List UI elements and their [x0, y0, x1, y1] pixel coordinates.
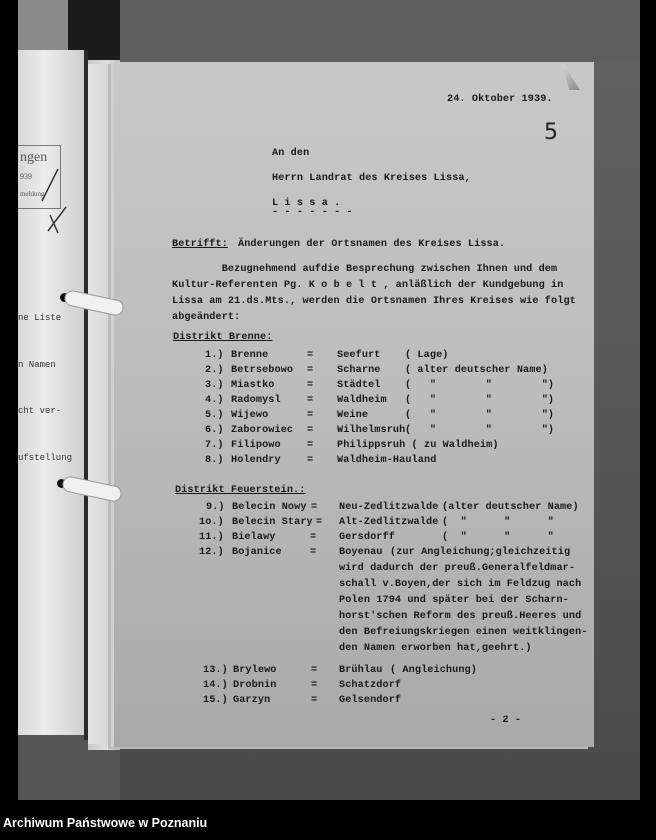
equals-sign: = [307, 455, 314, 466]
equals-sign: = [311, 502, 318, 513]
equals-sign: = [310, 547, 317, 558]
addressee-line-2: Herrn Landrat des Kreises Lissa, [272, 173, 471, 184]
polish-name: Radomysl [231, 395, 281, 406]
polish-name: Bojanice [232, 547, 282, 558]
entry-number: 5.) [205, 410, 224, 421]
german-name: Städtel [337, 380, 381, 391]
german-name: Schatzdorf [339, 680, 402, 691]
continuation-line: wird dadurch der preuß.Generalfeldmar- [339, 563, 576, 574]
polish-name: Holendry [231, 455, 281, 466]
entry-number: 1.) [205, 350, 224, 361]
name-note: ( " " ") [405, 425, 555, 436]
page-number: - 2 - [490, 715, 522, 726]
continuation-line: den Befreiungskriegen einen weitklingen- [339, 627, 588, 638]
german-name: Seefurt [337, 350, 381, 361]
name-note: ( " " ") [405, 395, 555, 406]
underlying-line: n Namen [18, 359, 56, 370]
equals-sign: = [311, 680, 318, 691]
german-name: Alt-Zedlitzwalde [339, 517, 439, 528]
equals-sign: = [310, 532, 317, 543]
name-note: (alter deutscher Name) [442, 502, 579, 513]
name-note: ( " " " [442, 517, 554, 528]
entry-number: 2.) [205, 365, 224, 376]
pencil-checkmarks-icon [28, 165, 68, 245]
folder-top-edge [18, 0, 68, 55]
polish-name: Belecin Stary [232, 517, 313, 528]
polish-name: Brylewo [233, 665, 277, 676]
german-name: Waldheim [337, 395, 387, 406]
german-name: Waldheim-Hauland [337, 455, 437, 466]
entry-number: 11.) [199, 532, 224, 543]
polish-name: Wijewo [231, 410, 269, 421]
german-name: Scharne [337, 365, 381, 376]
equals-sign: = [307, 395, 314, 406]
body-line: abgeändert: [172, 312, 241, 323]
archive-credit: Archiwum Państwowe w Poznaniu [3, 816, 208, 830]
entry-number: 15.) [203, 695, 228, 706]
body-line: Kultur-Referenten Pg. K o b e l t , anläßlich der Kundgebung in [172, 280, 564, 291]
stamp-line-3: meldung [20, 190, 45, 198]
underlying-page-text [18, 280, 82, 482]
subject-text: Änderungen der Ortsnamen des Kreises Lissa. [238, 239, 506, 250]
entry-number: 6.) [205, 425, 224, 436]
equals-sign: = [307, 365, 314, 376]
german-name: Gersdorff [339, 532, 395, 543]
subject-label: Betrifft: [172, 239, 228, 250]
equals-sign: = [316, 517, 323, 528]
german-name: Philippsruh ( zu Waldheim) [337, 440, 499, 451]
german-name: Gelsendorf [339, 695, 402, 706]
polish-name: Bielawy [232, 532, 276, 543]
continuation-line: Polen 1794 und später bei der Scharn- [339, 595, 569, 606]
polish-name: Belecin Nowy [232, 502, 307, 513]
entry-number: 8.) [205, 455, 224, 466]
german-name: Boyenau [339, 547, 383, 558]
equals-sign: = [307, 410, 314, 421]
handwritten-folio-number: 5 [544, 120, 558, 145]
equals-sign: = [311, 695, 318, 706]
body-line: Bezugnehmend aufdie Besprechung zwischen Ihnen und dem [172, 264, 558, 275]
polish-name: Zaborowiec [231, 425, 294, 436]
equals-sign: = [307, 440, 314, 451]
polish-name: Filipowo [231, 440, 281, 451]
entry-number: 7.) [205, 440, 224, 451]
district-heading-feuerstein: Distrikt Feuerstein.: [175, 485, 306, 496]
entry-number: 12.) [199, 547, 224, 558]
equals-sign: = [307, 380, 314, 391]
polish-name: Miastko [231, 380, 275, 391]
board-top-band [120, 0, 640, 60]
polish-name: Brenne [231, 350, 269, 361]
underlying-line: ufstellung [18, 452, 73, 463]
underlying-line: ne Liste [18, 313, 62, 323]
polish-name: Betrsebowo [231, 365, 294, 376]
continuation-line: horst'schen Reform des preuß.Heeres und [339, 611, 582, 622]
name-note: ( Lage) [405, 350, 449, 361]
name-note: ( alter deutscher Name) [405, 365, 548, 376]
addressee-city-underline: - - - - - - - [272, 207, 353, 218]
letter-date: 24. Oktober 1939. [447, 94, 553, 105]
entry-number: 14.) [203, 680, 228, 691]
name-note: ( " " " [442, 532, 554, 543]
german-name: Weine [337, 410, 369, 421]
continuation-line: den Namen erworben hat,geehrt.) [339, 643, 532, 654]
name-note: ( " " ") [405, 380, 555, 391]
name-note: (zur Angleichung;gleichzeitig [390, 547, 571, 558]
entry-number: 13.) [203, 665, 228, 676]
equals-sign: = [307, 425, 314, 436]
addressee-city: L i s s a . [272, 198, 341, 209]
equals-sign: = [311, 665, 318, 676]
entry-number: 3.) [205, 380, 224, 391]
german-name: Wilhelmsruh [337, 425, 406, 436]
name-note: ( Angleichung) [390, 665, 477, 676]
continuation-line: schall v.Boyen,der sich im Feldzug nach [339, 579, 582, 590]
equals-sign: = [307, 350, 314, 361]
entry-number: 1o.) [199, 517, 224, 528]
entry-number: 4.) [205, 395, 224, 406]
district-heading-brenne: Distrikt Brenne: [173, 332, 273, 343]
stacked-page-edges [88, 64, 116, 744]
entry-number: 9.) [206, 502, 225, 513]
body-line: Lissa am 21.ds.Mts., werden die Ortsnamen Ihres Kreises wie folgt [172, 296, 576, 307]
name-note: ( " " ") [405, 410, 555, 421]
underlying-line: cht ver- [18, 406, 62, 416]
german-name: Neu-Zedlitzwalde [339, 502, 439, 513]
addressee-line-1: An den [272, 148, 310, 159]
stamp-line-1: ngen [20, 150, 48, 165]
polish-name: Drobnin [233, 680, 277, 691]
polish-name: Garzyn [233, 695, 271, 706]
german-name: Brühlau [339, 665, 383, 676]
stamp-line-2: 939 [20, 172, 32, 181]
